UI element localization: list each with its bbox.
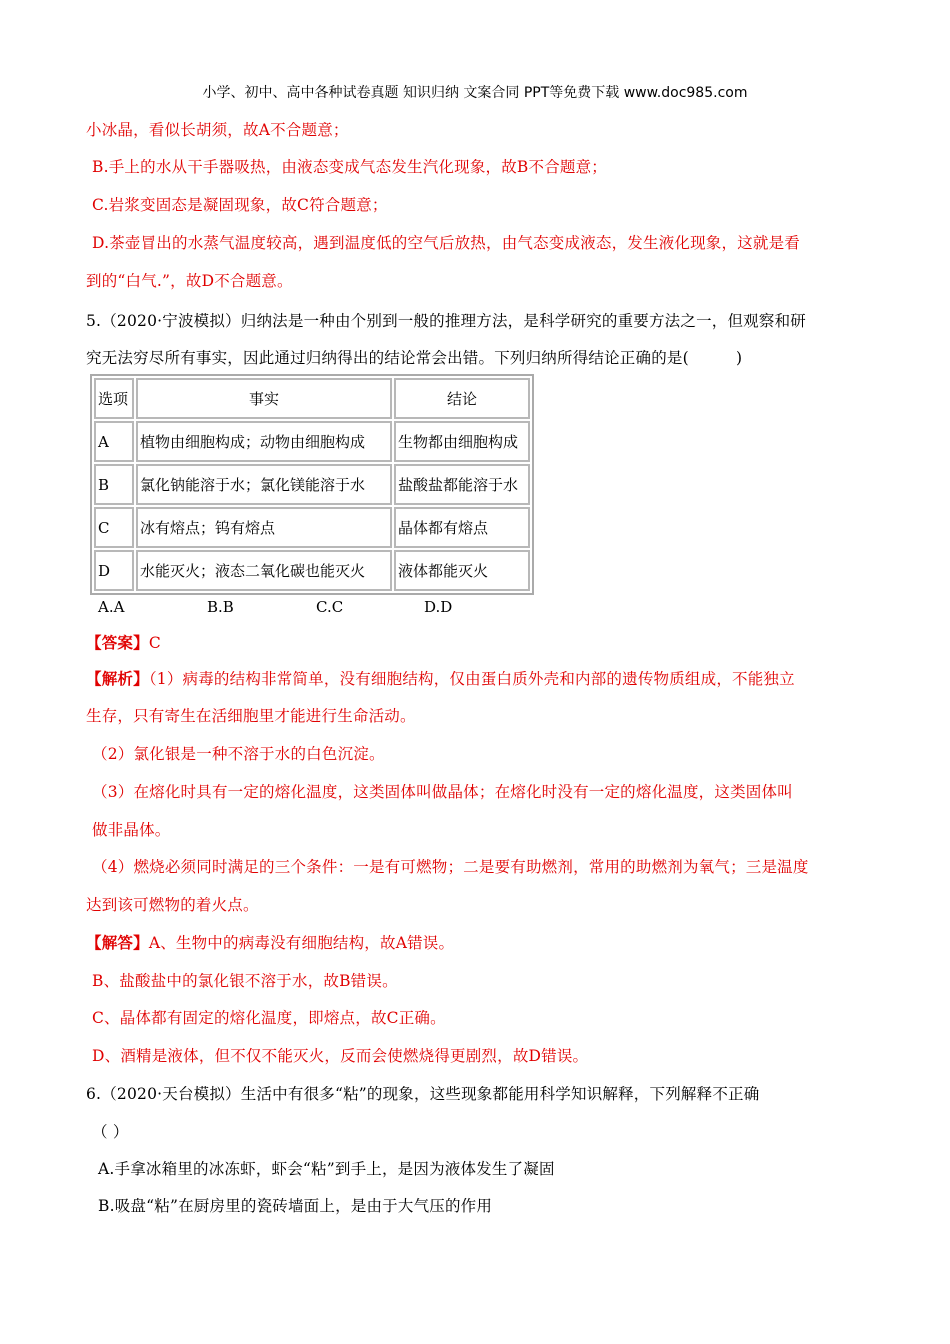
analysis-text: （1）病毒的结构非常简单，没有细胞结构，仅由蛋白质外壳和内部的遗传物质组成，不能独立 bbox=[148, 670, 795, 688]
q6-stem-line-1: 6.（2020·天台模拟）生活中有很多“粘”的现象，这些现象都能用科学知识解释，下列解释不正确 bbox=[86, 1085, 760, 1103]
table-cell: 冰有熔点；钨有熔点 bbox=[136, 507, 392, 548]
prev-line-4: D.茶壶冒出的水蒸气温度较高，遇到温度低的空气后放热，由气态变成液态，发生液化现象，这就是看 bbox=[92, 234, 801, 252]
analysis-line-6: （4）燃烧必须同时满足的三个条件：一是有可燃物；二是要有助燃剂，常用的助燃剂为氧气；三是温度 bbox=[92, 858, 809, 876]
table-cell: 盐酸盐都能溶于水 bbox=[394, 464, 530, 505]
q6-option-b: B.吸盘“粘”在厨房里的瓷砖墙面上，是由于大气压的作用 bbox=[98, 1197, 493, 1215]
table-cell: 液体都能灭火 bbox=[394, 550, 530, 591]
option-d: D.D bbox=[424, 598, 453, 616]
table-row bbox=[94, 550, 530, 591]
table-row bbox=[94, 464, 530, 505]
option-c: C.C bbox=[316, 598, 344, 616]
table-cell: D bbox=[94, 550, 134, 591]
solution-line-3: C、晶体都有固定的熔化温度，即熔点，故C正确。 bbox=[92, 1009, 446, 1027]
q5-stem-line-2: 究无法穷尽所有事实，因此通过归纳得出的结论常会出错。下列归纳所得结论正确的是( ) bbox=[86, 349, 743, 367]
prev-line-1: 小冰晶，看似长胡须，故A不合题意； bbox=[86, 121, 349, 139]
page-header: 小学、初中、高中各种试卷真题 知识归纳 文案合同 PPT等免费下载 www.doc985.com bbox=[202, 85, 748, 101]
solution-line-2: B、盐酸盐中的氯化银不溶于水，故B错误。 bbox=[92, 972, 398, 990]
table-row bbox=[94, 421, 530, 462]
table-cell: 生物都由细胞构成 bbox=[394, 421, 530, 462]
solution-line-1 bbox=[86, 931, 454, 953]
answer-line bbox=[86, 631, 161, 653]
solution-tag: 【解答】 bbox=[86, 933, 149, 952]
table-cell: 氯化钠能溶于水；氯化镁能溶于水 bbox=[136, 464, 392, 505]
prev-line-3: C.岩浆变固态是凝固现象，故C符合题意； bbox=[92, 196, 388, 214]
table-cell: 水能灭火；液态二氧化碳也能灭火 bbox=[136, 550, 392, 591]
table-cell: B bbox=[94, 464, 134, 505]
solution-text: A、生物中的病毒没有细胞结构，故A错误。 bbox=[148, 934, 455, 952]
q5-stem-line-1: 5.（2020·宁波模拟）归纳法是一种由个别到一般的推理方法，是科学研究的重要方法之一，但观察和研 bbox=[86, 312, 806, 330]
table-header-row bbox=[94, 378, 530, 419]
table-header-cell: 事实 bbox=[136, 378, 392, 419]
facts-table bbox=[90, 374, 534, 595]
q6-option-a: A.手拿冰箱里的冰冻虾，虾会“粘”到手上，是因为液体发生了凝固 bbox=[98, 1160, 555, 1178]
answer-value: C bbox=[148, 634, 161, 652]
table-header-cell: 结论 bbox=[394, 378, 530, 419]
analysis-line-3: （2）氯化银是一种不溶于水的白色沉淀。 bbox=[92, 745, 385, 763]
analysis-line-2: 生存，只有寄生在活细胞里才能进行生命活动。 bbox=[86, 707, 416, 725]
answer-tag: 【答案】 bbox=[86, 633, 149, 652]
option-b: B.B bbox=[207, 598, 234, 616]
analysis-tag: 【解析】 bbox=[86, 669, 149, 688]
table-row bbox=[94, 507, 530, 548]
analysis-line-5: 做非晶体。 bbox=[92, 821, 171, 839]
option-a: A.A bbox=[98, 598, 125, 616]
prev-line-5: 到的“白气.”，故D不合题意。 bbox=[86, 272, 293, 290]
analysis-line-7: 达到该可燃物的着火点。 bbox=[86, 896, 259, 914]
table-cell: C bbox=[94, 507, 134, 548]
table-cell: 植物由细胞构成；动物由细胞构成 bbox=[136, 421, 392, 462]
q6-stem-line-2: （ ） bbox=[92, 1123, 129, 1141]
analysis-line-1 bbox=[86, 667, 795, 689]
prev-line-2: B.手上的水从干手器吸热，由液态变成气态发生汽化现象，故B不合题意； bbox=[92, 158, 608, 176]
table-cell: A bbox=[94, 421, 134, 462]
analysis-line-4: （3）在熔化时具有一定的熔化温度，这类固体叫做晶体；在熔化时没有一定的熔化温度，这类固体叫 bbox=[92, 783, 793, 801]
table-cell: 晶体都有熔点 bbox=[394, 507, 530, 548]
solution-line-4: D、酒精是液体，但不仅不能灭火，反而会使燃烧得更剧烈，故D错误。 bbox=[92, 1047, 589, 1065]
table-header-cell: 选项 bbox=[94, 378, 134, 419]
